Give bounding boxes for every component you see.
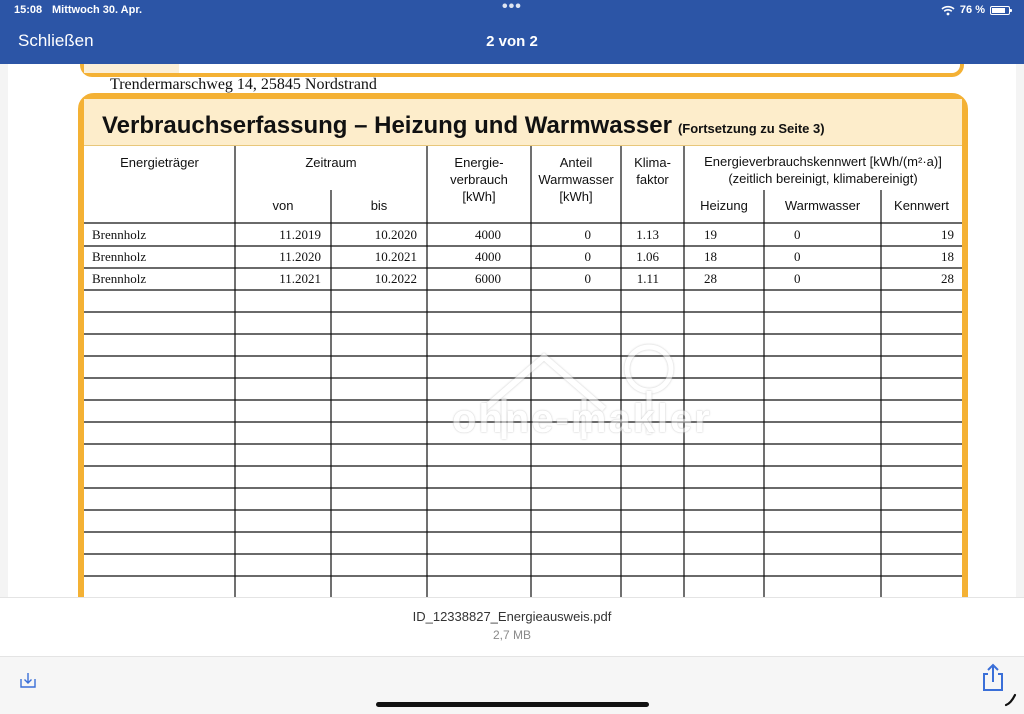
header-anteil-warmwasser: Warmwasser xyxy=(538,172,614,187)
table-cell-verbrauch: 4000 xyxy=(475,249,501,264)
table-cell-klima: 1.11 xyxy=(636,271,659,286)
table-cell-anteil: 0 xyxy=(584,227,591,242)
bottom-panel xyxy=(0,597,1024,713)
table-cell-von: 11.2021 xyxy=(279,271,321,286)
wifi-icon xyxy=(941,5,955,16)
table-cell-warmwasser: 0 xyxy=(794,271,801,286)
file-name: ID_12338827_Energieausweis.pdf xyxy=(412,609,612,624)
table-cell-klima: 1.13 xyxy=(636,227,659,242)
header-energieverbrauch: Energie- xyxy=(454,155,504,170)
header-heizung: Heizung xyxy=(700,198,748,213)
file-size: 2,7 MB xyxy=(492,628,531,642)
pencil-icon[interactable] xyxy=(1003,693,1017,707)
header-klimafaktor: Klima- xyxy=(634,155,671,170)
table-cell-bis: 10.2022 xyxy=(374,271,417,286)
table-cell-kennwert: 18 xyxy=(941,249,954,264)
table-cell-heizung: 18 xyxy=(704,249,717,264)
watermark-text: ohne-makler xyxy=(452,397,712,441)
status-bar xyxy=(0,0,1024,18)
table-cell-heizung: 28 xyxy=(704,271,717,286)
table-cell-kennwert: 19 xyxy=(941,227,954,242)
table-cell-traeger: Brennholz xyxy=(92,227,147,242)
header-warmwasser: Warmwasser xyxy=(784,198,861,213)
table-cell-traeger: Brennholz xyxy=(92,271,147,286)
header-anteil-warmwasser: [kWh] xyxy=(559,189,593,204)
status-date: Mittwoch 30. Apr. xyxy=(52,4,143,16)
bottom-toolbar xyxy=(0,656,1024,714)
table-cell-kennwert: 28 xyxy=(941,271,954,286)
header-energietraeger: Energieträger xyxy=(120,155,199,170)
header-kennwert: Kennwert xyxy=(894,198,949,213)
table-cell-verbrauch: 4000 xyxy=(475,227,501,242)
header-anteil-warmwasser: Anteil xyxy=(559,155,593,170)
consumption-card xyxy=(78,93,968,597)
table-cell-heizung: 19 xyxy=(704,227,717,242)
table-cell-klima: 1.06 xyxy=(636,249,659,264)
table-cell-warmwasser: 0 xyxy=(794,249,801,264)
table-cell-verbrauch: 6000 xyxy=(475,271,501,286)
header-energieverbrauch: [kWh] xyxy=(462,189,496,204)
table-cell-bis: 10.2020 xyxy=(374,227,417,242)
table-cell-warmwasser: 0 xyxy=(794,227,801,242)
property-address: Trendermarschweg 14, 25845 Nordstrand xyxy=(110,76,377,93)
page-margin-left xyxy=(0,64,8,597)
status-time: 15:08 xyxy=(14,4,43,16)
close-button[interactable]: Schließen xyxy=(18,31,94,50)
table-cell-anteil: 0 xyxy=(584,249,591,264)
header-klimafaktor: faktor xyxy=(636,172,669,187)
multitasking-dots-icon[interactable]: ••• xyxy=(502,0,522,15)
share-icon[interactable] xyxy=(980,663,1006,693)
header-zeitraum: Zeitraum xyxy=(305,155,357,170)
home-indicator[interactable] xyxy=(376,702,649,707)
table-cell-bis: 10.2021 xyxy=(374,249,417,264)
document-viewport[interactable] xyxy=(0,64,1024,597)
header-kennwert-group: (zeitlich bereinigt, klimabereinigt) xyxy=(728,171,918,186)
header-bis: bis xyxy=(370,198,388,213)
page-indicator: 2 von 2 xyxy=(486,33,538,50)
watermark xyxy=(444,339,754,449)
previous-label-cell xyxy=(84,64,179,73)
table-cell-von: 11.2020 xyxy=(279,249,321,264)
header-energieverbrauch: verbrauch xyxy=(450,172,508,187)
battery-percent: 76 % xyxy=(959,4,985,16)
battery-icon xyxy=(990,6,1010,15)
header-kennwert-group: Energieverbrauchskennwert [kWh/(m²·a)] xyxy=(704,154,942,169)
page-margin-right xyxy=(1016,64,1024,597)
table-cell-anteil: 0 xyxy=(584,271,591,286)
table-cell-traeger: Brennholz xyxy=(92,249,147,264)
save-to-files-icon[interactable] xyxy=(18,670,38,690)
table-cell-von: 11.2019 xyxy=(279,227,321,242)
section-subtitle: (Fortsetzung zu Seite 3) xyxy=(677,121,825,136)
section-title-text: Verbrauchserfassung – Heizung und Warmwasser xyxy=(102,112,672,139)
header-von: von xyxy=(272,198,294,213)
status-right xyxy=(941,4,1010,16)
top-bar xyxy=(0,0,1024,64)
